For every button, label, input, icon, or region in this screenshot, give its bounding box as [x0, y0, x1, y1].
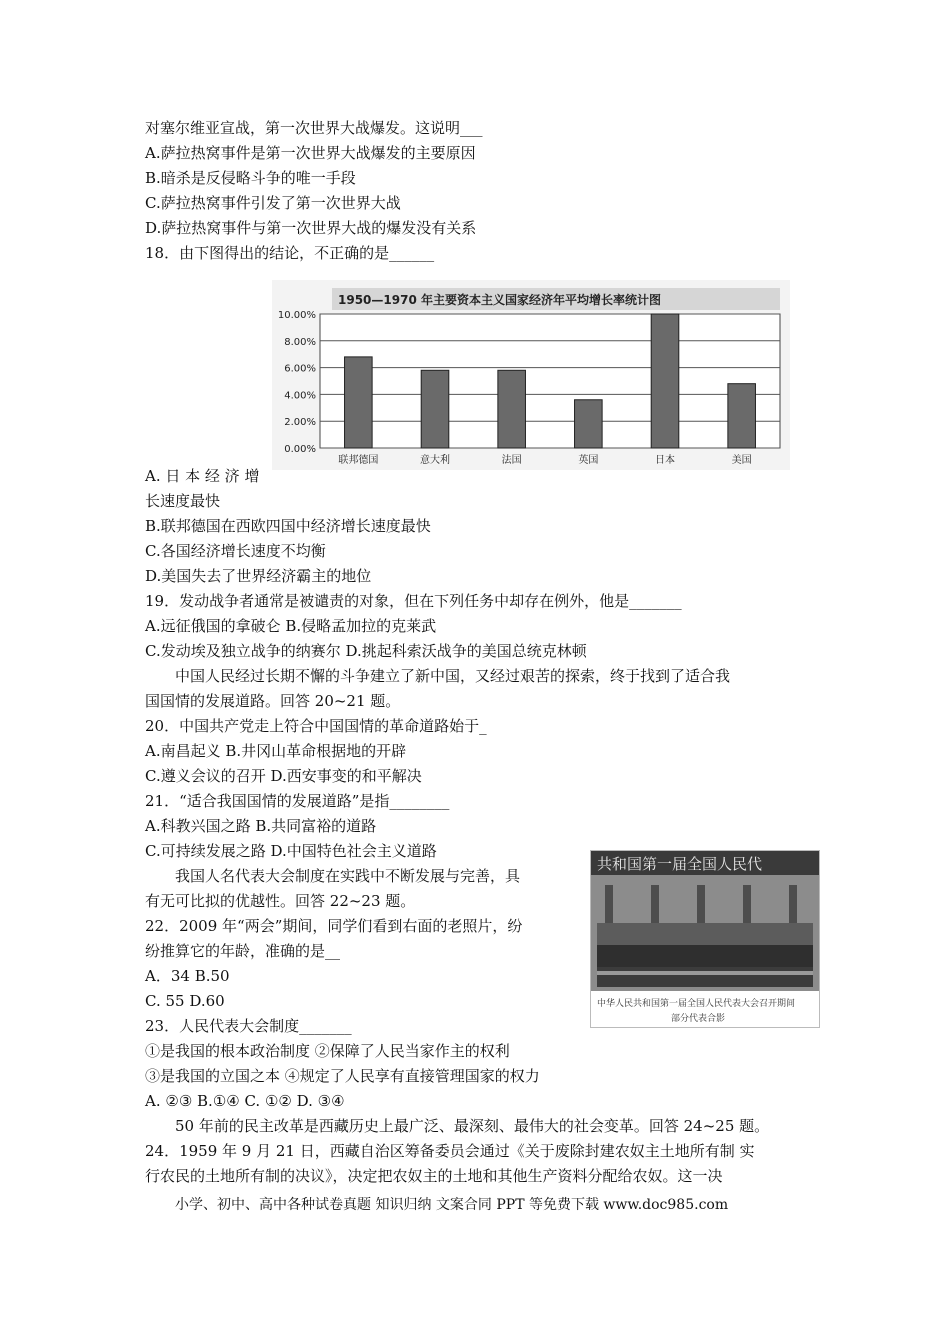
q23-statements-34: ③是我国的立国之本 ④规定了人民享有直接管理国家的权力	[145, 1067, 540, 1085]
footer-text: 小学、初中、高中各种试卷真题 知识归纳 文案合同 PPT 等免费下载 www.doc985.com	[175, 1197, 729, 1213]
photo-svg	[591, 851, 819, 1027]
q20-options-ab: A.南昌起义 B.井冈山革命根据地的开辟	[145, 742, 407, 760]
q18-option-a-line1: A. 日 本 经 济 增	[145, 467, 260, 485]
historic-photo	[590, 850, 820, 1028]
question-23: 23．人民代表大会制度_______	[145, 1017, 352, 1035]
question-22-line1: 22．2009 年“两会”期间，同学们看到右面的老照片，纷	[145, 917, 523, 935]
q18-option-d: D.美国失去了世界经济霸主的地位	[145, 567, 372, 585]
q19-options-cd: C.发动埃及独立战争的纳赛尔 D.挑起科索沃战争的美国总统克林顿	[145, 642, 587, 660]
bar-3	[575, 400, 603, 448]
intro-20-line2: 国国情的发展道路。回答 20~21 题。	[145, 692, 401, 710]
bar-0	[345, 357, 373, 448]
q18-option-c: C.各国经济增长速度不均衡	[145, 542, 326, 560]
question-20: 20．中国共产党走上符合中国国情的革命道路始于_	[145, 717, 487, 735]
y-tick-label: 0.00%	[284, 444, 316, 455]
question-21: 21．“适合我国国情的发展道路”是指________	[145, 792, 450, 810]
y-tick-label: 6.00%	[284, 363, 316, 375]
photo-caption-1: 中华人民共和国第一届全国人民代表大会召开期间	[597, 999, 796, 1009]
question-18: 18．由下图得出的结论，不正确的是______	[145, 244, 435, 262]
option-c: C.萨拉热窝事件引发了第一次世界大战	[145, 194, 401, 212]
bar-5	[728, 384, 756, 448]
photo-banner: 共和国第一届全国人民代	[597, 855, 763, 873]
q20-options-cd: C.遵义会议的召开 D.西安事变的和平解决	[145, 767, 422, 785]
chart-svg	[272, 280, 790, 470]
y-tick-label: 4.00%	[284, 390, 316, 402]
x-tick-label: 联邦德国	[338, 455, 379, 466]
q18-option-b: B.联邦德国在西欧四国中经济增长速度最快	[145, 517, 431, 535]
question-24-line1: 24．1959 年 9 月 21 日，西藏自治区筹备委员会通过《关于废除封建农奴主土地所有制 实	[145, 1142, 755, 1160]
intro-22-line1: 我国人名代表大会制度在实践中不断发展与完善，具	[175, 867, 521, 885]
q22-options-cd: C. 55 D.60	[145, 992, 225, 1010]
x-tick-label: 英国	[578, 455, 599, 466]
question-19: 19．发动战争者通常是被谴责的对象，但在下列任务中却存在例外，他是_______	[145, 592, 682, 610]
bar-1	[421, 370, 449, 448]
x-tick-label: 意大利	[420, 455, 450, 466]
x-tick-label: 法国	[501, 455, 522, 466]
y-tick-label: 8.00%	[284, 336, 316, 348]
y-tick-label: 2.00%	[284, 417, 316, 429]
option-a: A.萨拉热窝事件是第一次世界大战爆发的主要原因	[145, 144, 476, 162]
bar-4	[651, 314, 679, 448]
y-tick-label: 10.00%	[277, 310, 316, 321]
q19-options-ab: A.远征俄国的拿破仑 B.侵略孟加拉的克莱武	[145, 617, 437, 635]
question-22-line2: 纷推算它的年龄，准确的是__	[145, 942, 341, 960]
option-d: D.萨拉热窝事件与第一次世界大战的爆发没有关系	[145, 219, 477, 237]
option-b: B.暗杀是反侵略斗争的唯一手段	[145, 169, 356, 187]
q23-statements-12: ①是我国的根本政治制度 ②保障了人民当家作主的权利	[145, 1042, 510, 1060]
text-line: 对塞尔维亚宣战，第一次世界大战爆发。这说明___	[145, 119, 483, 137]
chart-title: 1950—1970 年主要资本主义国家经济年平均增长率统计图	[338, 293, 661, 307]
growth-chart	[272, 280, 790, 470]
q23-options: A. ②③ B.①④ C. ①② D. ③④	[145, 1092, 345, 1110]
q21-options-cd: C.可持续发展之路 D.中国特色社会主义道路	[145, 842, 437, 860]
x-tick-label: 日本	[655, 455, 675, 466]
q22-options-ab: A．34 B.50	[145, 967, 230, 985]
q21-options-ab: A.科教兴国之路 B.共同富裕的道路	[145, 817, 377, 835]
plot-area	[320, 314, 780, 448]
x-tick-label: 美国	[731, 455, 752, 466]
q18-option-a-line2: 长速度最快	[145, 492, 221, 510]
photo-caption-2: 部分代表合影	[671, 1014, 726, 1024]
intro-22-line2: 有无可比拟的优越性。回答 22~23 题。	[145, 892, 416, 910]
bar-2	[498, 370, 526, 448]
question-24-line2: 行农民的土地所有制的决议》，决定把农奴主的土地和其他生产资料分配给农奴。这一决	[145, 1167, 723, 1185]
intro-24: 50 年前的民主改革是西藏历史上最广泛、最深刻、最伟大的社会变革。回答 24~25 题。	[175, 1117, 770, 1135]
intro-20-line1: 中国人民经过长期不懈的斗争建立了新中国，又经过艰苦的探索，终于找到了适合我	[175, 667, 731, 685]
